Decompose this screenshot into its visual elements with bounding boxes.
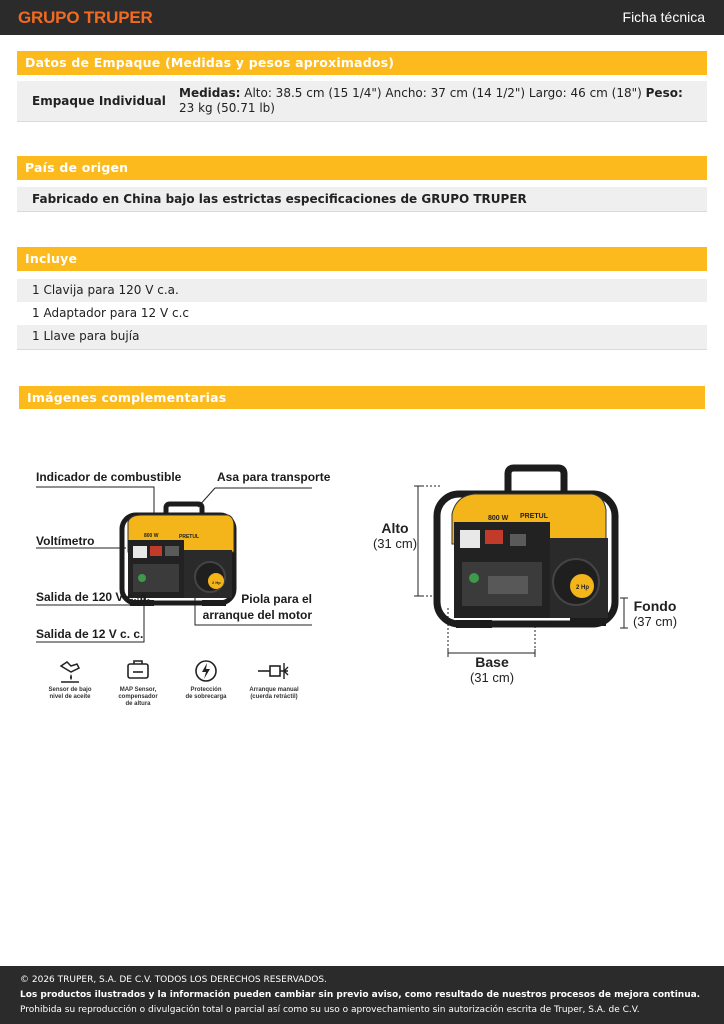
feature-oil-sensor-line2: nivel de aceite [49,694,91,700]
includes-item-text: 1 Clavija para 120 V c.a. [32,283,179,297]
feature-map-sensor-line2: compensador [118,694,158,700]
generator-dimensions-drawing [370,458,690,688]
generator-right-power-label: 800 W [488,515,509,522]
callout-carry-handle: Asa para transporte [217,470,331,484]
feature-manual-start-line2: (cuerda retráctil) [250,694,298,700]
callout-120v-outlet: Salida de 120 V c. a. [36,590,151,604]
oil-sensor-icon [57,658,83,684]
manual-start-icon [256,658,292,684]
brand-logo: GRUPO TRUPER [18,8,153,27]
weight-value: 23 kg (50.71 lb) [179,101,275,115]
dimension-height-title: Alto [381,520,409,536]
footer-copyright: © 2026 TRUPER, S.A. DE C.V. TODOS LOS DERECHOS RESERVADOS. [20,975,327,985]
origin-text: Fabricado en China bajo las estrictas especificaciones de GRUPO TRUPER [32,192,527,206]
dimension-base-value: (31 cm) [469,670,515,685]
dimension-base [462,654,522,685]
generator-dimensions-illustration [370,458,690,688]
feature-overload-line2: de sobrecarga [185,694,227,700]
packaging-label: Empaque Individual [32,94,166,108]
feature-oil-sensor [35,658,105,701]
generator-right-hp-label: 2 Hp [576,585,590,591]
generator-features-illustration [30,460,330,710]
origin-section-title: País de origen [17,156,707,180]
feature-map-sensor [103,658,173,708]
dimension-depth-title: Fondo [633,598,677,614]
packaging-section-title: Datos de Empaque (Medidas y pesos aproximados) [17,51,707,75]
callout-starter-line2: arranque del motor [202,608,312,622]
feature-overload-line1: Protección [190,687,222,693]
dimension-base-title: Base [475,654,509,670]
includes-item-text: 1 Adaptador para 12 V c.c [32,306,189,320]
overload-protection-icon [193,658,219,684]
generator-power-label: 800 W [144,533,159,539]
generator-right-brand-label: PRETUL [520,513,548,520]
feature-map-sensor-line1: MAP Sensor, [119,687,157,693]
images-section-title: Imágenes complementarias [19,386,705,409]
footer-prohibition: Prohibida su reproducción o divulgación total o parcial así como su uso o aprovechamiento sin autorización escrita de Truper, S.A. de C.V. [20,1005,640,1015]
feature-overload-protection [171,658,241,701]
feature-oil-sensor-line1: Sensor de bajo [48,687,92,693]
includes-item [17,302,707,325]
packaging-value [179,86,699,116]
map-sensor-icon [125,658,151,684]
feature-manual-start-line1: Arranque manual [249,687,299,693]
document-type: Ficha técnica [622,9,705,25]
generator-right [437,468,615,628]
weight-key: Peso: [645,86,683,100]
dimension-depth-value: (37 cm) [632,614,678,629]
feature-manual-start [239,658,309,701]
dimension-height-value: (31 cm) [372,536,418,551]
measures-value: Alto: 38.5 cm (15 1/4") Ancho: 37 cm (14 1/2") Largo: 46 cm (18") [240,86,646,100]
origin-row [17,187,707,212]
packaging-row [17,81,707,122]
generator-brand-label: PRETUL [179,534,199,540]
callout-voltmeter: Voltímetro [36,534,95,548]
callout-12v-outlet: Salida de 12 V c. c. [36,627,144,641]
includes-section-title: Incluye [17,247,707,271]
feature-map-sensor-line3: de altura [125,701,151,707]
footer [0,966,724,1024]
includes-item [17,325,707,350]
dimension-height [370,520,420,551]
includes-item-text: 1 Llave para bujía [32,329,140,343]
dimension-depth [625,598,685,629]
footer-notice: Los productos ilustrados y la información pueden cambiar sin previo aviso, como resultado de nuestros procesos de mejora continua. [20,990,701,1000]
callout-fuel-indicator: Indicador de combustible [36,470,182,484]
includes-item [17,279,707,302]
generator-hp-label: 2 Hp [212,580,221,585]
callout-starter-line1: Piola para el [241,592,312,606]
measures-key: Medidas: [179,86,241,100]
header-bar [0,0,724,35]
